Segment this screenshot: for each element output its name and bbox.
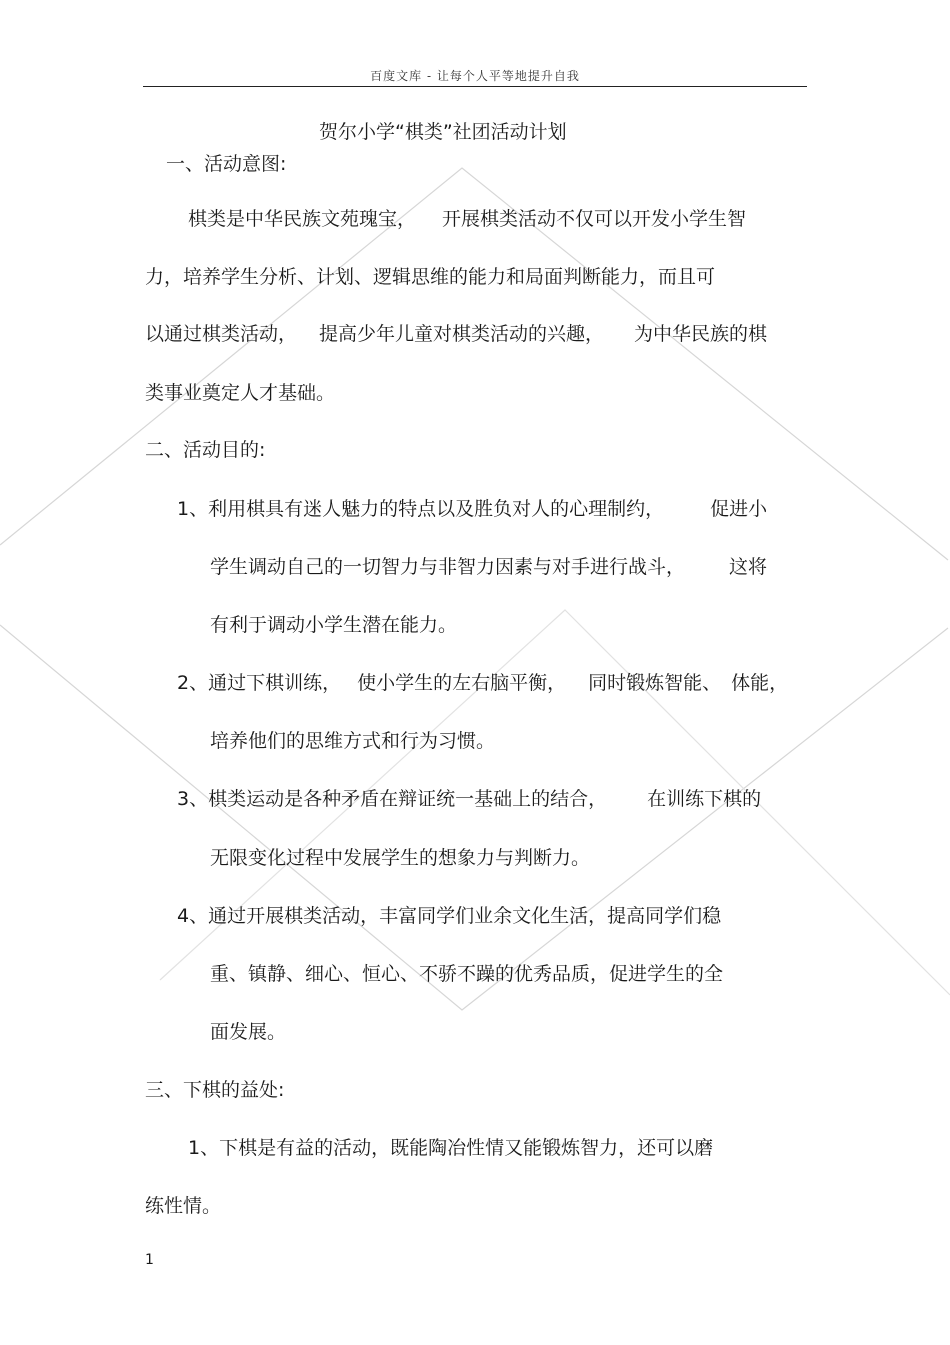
- section3-line: 1、下棋是有益的活动，既能陶冶性情又能锻炼智力，还可以磨: [188, 1137, 714, 1159]
- section-heading-2: 二、活动目的:: [145, 439, 266, 461]
- list-item-1-line: 学生调动自己的一切智力与非智力因素与对手进行战斗， 这将: [210, 556, 768, 578]
- list-item-4-line: 4、通过开展棋类活动，丰富同学们业余文化生活，提高同学们稳: [177, 905, 722, 927]
- paragraph-line: 棋类是中华民族文苑瑰宝， 开展棋类活动不仅可以开发小学生智: [188, 208, 747, 230]
- paragraph-line: 以通过棋类活动， 提高少年儿童对棋类活动的兴趣， 为中华民族的棋: [145, 323, 768, 345]
- list-item-3-line: 无限变化过程中发展学生的想象力与判断力。: [210, 847, 591, 869]
- header-rule: [143, 86, 807, 87]
- list-item-4-line: 面发展。: [210, 1021, 287, 1043]
- list-item-2-line: 培养他们的思维方式和行为习惯。: [210, 730, 496, 752]
- paragraph-line: 力，培养学生分析、计划、逻辑思维的能力和局面判断能力，而且可: [145, 266, 716, 288]
- section3-line: 练性情。: [145, 1195, 222, 1217]
- section-heading-1: 一、活动意图:: [166, 153, 287, 175]
- list-item-1-line: 1、利用棋具有迷人魅力的特点以及胜负对人的心理制约， 促进小: [177, 498, 768, 520]
- page-number: 1: [145, 1252, 154, 1268]
- list-item-1-line: 有利于调动小学生潜在能力。: [210, 614, 458, 636]
- section-heading-3: 三、下棋的益处:: [145, 1079, 285, 1101]
- page-header: 百度文库 - 让每个人平等地提升自我: [370, 69, 580, 83]
- document-title: 贺尔小学“棋类”社团活动计划: [319, 121, 567, 143]
- list-item-4-line: 重、镇静、细心、恒心、不骄不躁的优秀品质，促进学生的全: [210, 963, 724, 985]
- list-item-2-line: 2、通过下棋训练， 使小学生的左右脑平衡， 同时锻炼智能、 体能，: [177, 672, 789, 694]
- list-item-3-line: 3、棋类运动是各种矛盾在辩证统一基础上的结合， 在训练下棋的: [177, 788, 762, 810]
- paragraph-line: 类事业奠定人才基础。: [145, 382, 336, 404]
